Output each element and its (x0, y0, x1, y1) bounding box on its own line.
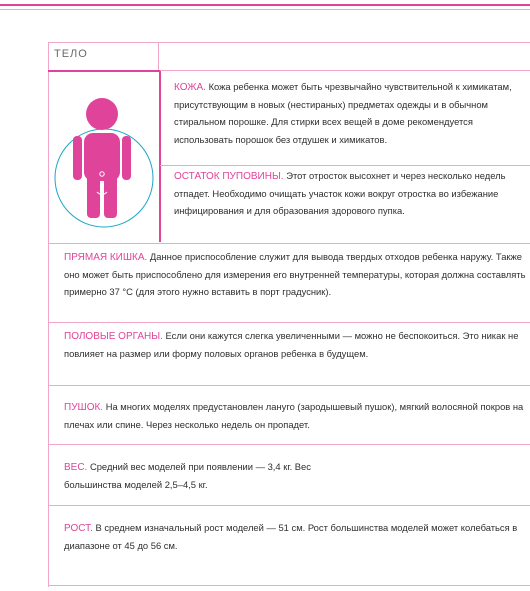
figure-leg-right (104, 174, 117, 218)
item-term: ПРЯМАЯ КИШКА. (64, 252, 148, 263)
item-term: ПОЛОВЫЕ ОРГАНЫ. (64, 331, 163, 342)
item-term: ВЕС. (64, 462, 88, 473)
divider-1 (160, 165, 530, 166)
item-text: Средний вес моделей при появлении — 3,4 кг. Вес большинства моделей 2,5–4,5 кг. (64, 461, 311, 491)
item-text: Кожа ребенка может быть чрезвычайно чувствительной к химикатам, присутствующим в новых (нестираных) предметах одежды и в обычном стиральном порошке. Для стирки всех вещей в доме рекомендуется использовать порошок без отдушек и химикатов. (174, 81, 512, 145)
item-text: В среднем изначальный рост моделей — 51 см. Рост большинства моделей может колебаться в диапазоне от 45 до 56 см. (64, 522, 518, 552)
item-height (64, 519, 526, 554)
divider-6 (48, 505, 530, 506)
section-title: ТЕЛО (54, 48, 88, 60)
item-text: Этот отросток высохнет и через несколько недель отпадет. Необходимо очищать участок кожи вокруг отростка во избежание инфицирования и для образования здорового пупка. (174, 170, 506, 217)
figure-row-top (160, 70, 530, 71)
figure-leg-left (87, 174, 100, 218)
figure-arm-right (122, 136, 131, 180)
item-text: На многих моделях предустановлен лануго (зародышевый пушок), мягкий волосяной покров на плечах или спине. Через несколько недель он пропадет. (64, 401, 524, 431)
header-divider (158, 42, 159, 70)
item-skin (174, 78, 524, 148)
figure-arm-left (73, 136, 82, 180)
item-text: Если они кажутся слегка увеличенными — можно не беспокоиться. Это никак не повлияет на размер или форму половых органов ребенка в будущем. (64, 330, 519, 360)
item-umbilical (174, 167, 524, 220)
divider-4 (48, 385, 530, 386)
divider-3 (48, 322, 530, 323)
divider-5 (48, 444, 530, 445)
top-rule-thin (0, 9, 530, 10)
divider-2 (48, 243, 530, 244)
item-genitals (64, 327, 526, 362)
figure-panel (48, 70, 160, 240)
item-text: Данное приспособление служит для вывода твердых отходов ребенка наружу. Также оно может быть приспособлено для измерения его внутренней температуры, которая должна составлять примерно 37 °C (для этого нужно вставить в порт градусник). (64, 251, 526, 298)
top-rule (0, 4, 530, 6)
item-weight (64, 458, 364, 493)
item-term: ПУШОК. (64, 402, 104, 413)
header-top-line (48, 42, 530, 43)
item-term: РОСТ. (64, 523, 93, 534)
baby-body-icon (48, 70, 160, 240)
figure-head (86, 98, 118, 130)
item-rectum (64, 248, 526, 301)
figure-torso (84, 133, 120, 181)
item-term: ОСТАТОК ПУПОВИНЫ. (174, 171, 284, 182)
item-term: КОЖА. (174, 82, 206, 93)
bottom-line (48, 585, 530, 586)
item-lanugo (64, 398, 526, 433)
